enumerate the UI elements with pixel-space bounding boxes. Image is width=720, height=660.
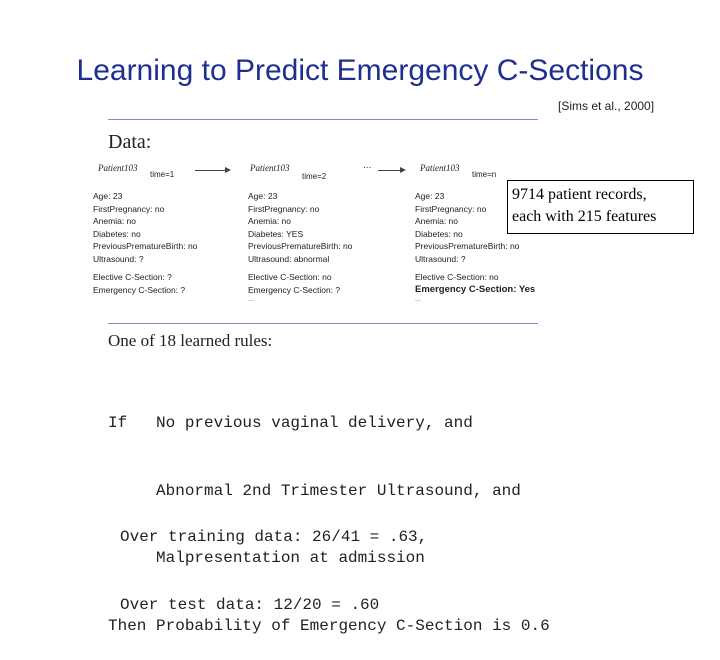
record-field: Age: 23 [415, 191, 445, 201]
data-heading: Data: [108, 131, 152, 153]
record-field: PreviousPrematureBirth: no [248, 241, 353, 251]
patient-name: Patient103 [420, 163, 460, 173]
record-field: Diabetes: no [93, 228, 141, 239]
record-outcome: Emergency C-Section: ? [248, 284, 341, 295]
citation: [Sims et al., 2000] [558, 99, 655, 113]
record-outcome: Elective C-Section: no [415, 272, 499, 282]
patient-record [248, 190, 352, 304]
patient-name: Patient103 [98, 163, 138, 173]
record-field: PreviousPrematureBirth: no [415, 241, 520, 251]
arrowhead-icon [225, 167, 231, 173]
record-field: Ultrasound: ? [415, 253, 466, 264]
patient-time: time=1 [150, 170, 175, 179]
record-field: FirstPregnancy: no [93, 203, 165, 214]
record-field: FirstPregnancy: no [415, 203, 487, 214]
arrowhead-icon [400, 167, 406, 173]
record-field: Age: 23 [248, 191, 278, 201]
record-field: Diabetes: YES [248, 228, 304, 239]
rule-line: Malpresentation at admission [108, 549, 425, 567]
record-outcome: Elective C-Section: ? [93, 272, 172, 282]
top-divider [108, 119, 538, 120]
timeline-arrow [378, 170, 400, 171]
record-field: Ultrasound: ? [93, 253, 144, 264]
record-field: FirstPregnancy: no [248, 203, 320, 214]
record-field: Anemia: no [415, 216, 458, 226]
callout-line: each with 215 features [512, 208, 657, 225]
rule-line: If No previous vaginal delivery, and [108, 414, 473, 432]
record-outcome-highlight: Emergency C-Section: Yes [415, 283, 536, 295]
timeline-arrow [195, 170, 225, 171]
record-field: Ultrasound: abnormal [248, 253, 330, 264]
rules-heading: One of 18 learned rules: [108, 331, 273, 350]
timeline-ellipsis: ... [248, 296, 254, 303]
records-callout [507, 180, 694, 234]
record-field: PreviousPrematureBirth: no [93, 241, 198, 251]
record-field: Age: 23 [93, 191, 123, 201]
slide-title: Learning to Predict Emergency C-Sections [76, 54, 644, 87]
rule-line: Then Probability of Emergency C-Section is 0.6 [108, 616, 550, 635]
record-outcome: Elective C-Section: no [248, 272, 332, 282]
stats-line: Over training data: 26/41 = .63, [120, 528, 428, 546]
record-field: Anemia: no [248, 216, 291, 226]
patient-time: time=n [472, 170, 497, 179]
rule-line: Abnormal 2nd Trimester Ultrasound, and [108, 481, 521, 500]
timeline-ellipsis: ... [415, 296, 421, 303]
patient-time: time=2 [302, 172, 327, 181]
patient-name: Patient103 [250, 163, 290, 173]
record-outcome: Emergency C-Section: ? [93, 284, 186, 295]
record-field: Anemia: no [93, 216, 136, 226]
middle-divider [108, 323, 538, 324]
rule-accuracy [120, 481, 427, 639]
record-field: Diabetes: no [415, 228, 463, 239]
patient-record [93, 190, 197, 296]
timeline-ellipsis: ... [363, 160, 372, 171]
stats-line: Over test data: 12/20 = .60 [120, 595, 380, 614]
callout-line: 9714 patient records, [512, 186, 647, 203]
